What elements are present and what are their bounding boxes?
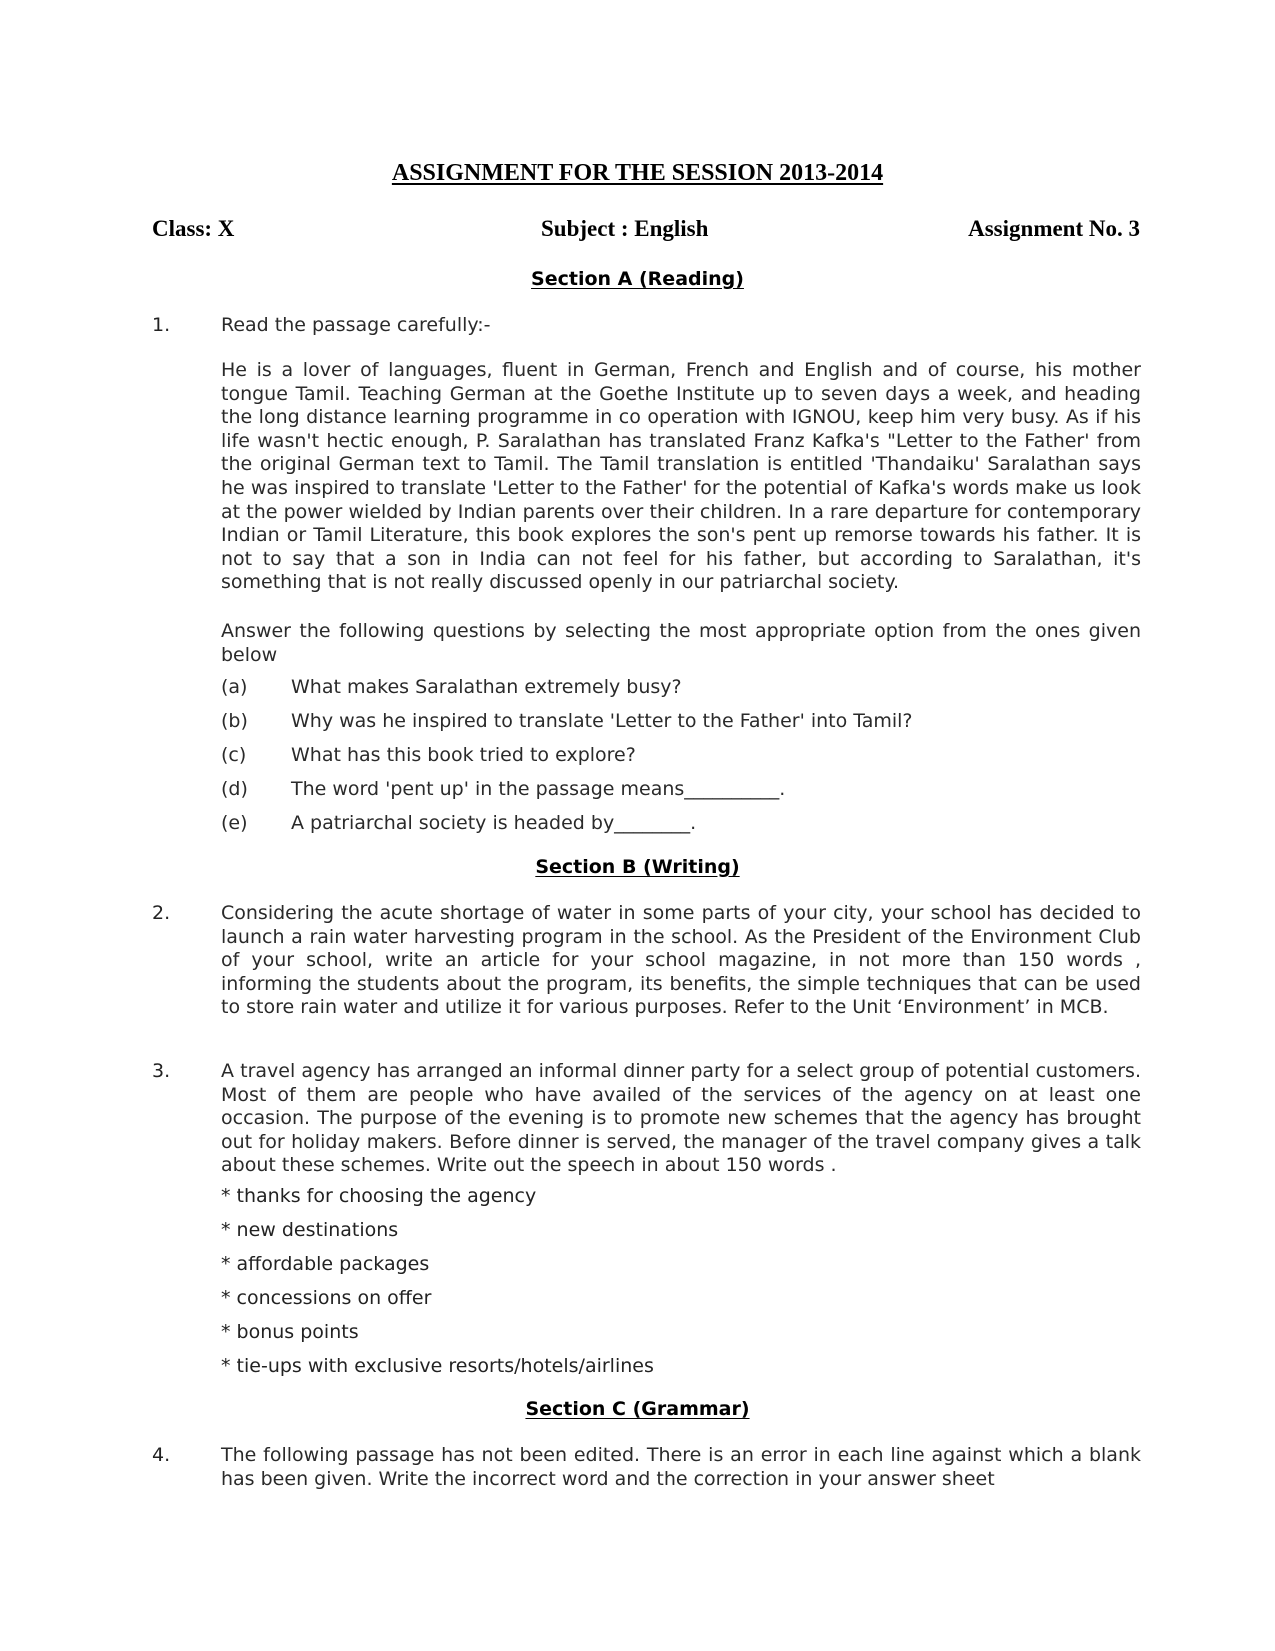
question-label: (d) bbox=[221, 778, 248, 800]
question-text: Why was he inspired to translate 'Letter to the Father' into Tamil? bbox=[291, 710, 913, 732]
question-label: (b) bbox=[221, 710, 248, 732]
subject-label: Subject : English bbox=[541, 216, 709, 241]
question-3-text: A travel agency has arranged an informal dinner party for a select group of potential customers. Most of them are people who have availed of the services of the agency on at least one occasion. The purpose of the evening is to promote new schemes that the agency has brought out for holiday makers. Before dinner is served, the manager of the travel company gives a talk about these schemes. Write out the speech in about 150 words . bbox=[221, 1060, 1141, 1177]
section-b-heading: Section B (Writing) bbox=[535, 856, 740, 878]
class-label: Class: X bbox=[152, 216, 235, 241]
question-text: What makes Saralathan extremely busy? bbox=[291, 676, 682, 698]
assignment-number: Assignment No. 3 bbox=[968, 216, 1140, 241]
question-4-text: The following passage has not been edited. There is an error in each line against which a blank has been given. Write the incorrect word and the correction in your answer sheet bbox=[221, 1444, 1141, 1490]
q3-point: * concessions on offer bbox=[221, 1287, 432, 1309]
question-label: (a) bbox=[221, 676, 248, 698]
question-2-text: Considering the acute shortage of water in some parts of your city, your school has decided to launch a rain water harvesting program in the school. As the President of the Environment Club of your school, write an article for your school magazine, in not more than 150 words , informing the students about the program, its benefits, the simple techniques that can be used to store rain water and utilize it for various purposes. Refer to the Unit ‘Environment’ in MCB. bbox=[221, 902, 1141, 1019]
question-text: A patriarchal society is headed by________. bbox=[291, 812, 697, 834]
question-2-number: 2. bbox=[152, 902, 171, 924]
answer-instruction: Answer the following questions by selecting the most appropriate option from the ones given below bbox=[221, 620, 1141, 666]
page-title: ASSIGNMENT FOR THE SESSION 2013-2014 bbox=[391, 160, 884, 186]
q3-point: * thanks for choosing the agency bbox=[221, 1185, 537, 1207]
q3-point: * affordable packages bbox=[221, 1253, 430, 1275]
question-text: What has this book tried to explore? bbox=[291, 744, 636, 766]
question-4-number: 4. bbox=[152, 1444, 171, 1466]
question-3-number: 3. bbox=[152, 1060, 171, 1082]
q3-point: * new destinations bbox=[221, 1219, 399, 1241]
reading-passage: He is a lover of languages, fluent in German, French and English and of course, his mother tongue Tamil. Teaching German at the Goethe Institute up to seven days a week, and heading the long distance learning programme in co operation with IGNOU, keep him very busy. As if his life wasn't hectic enough, P. Saralathan has translated Franz Kafka's "Letter to the Father' from the original German text to Tamil. The Tamil translation is entitled 'Thandaiku' Saralathan says he was inspired to translate 'Letter to the Father' for the potential of Kafka's words make us look at the power wielded by Indian parents over their children. In a rare departure for contemporary Indian or Tamil Literature, this book explores the son's pent up remorse towards his father. It is not to say that a son in India can not feel for his father, but according to Saralathan, it's something that is not really discussed openly in our patriarchal society. bbox=[221, 359, 1141, 594]
question-label: (e) bbox=[221, 812, 248, 834]
question-1-number: 1. bbox=[152, 314, 171, 336]
question-1-instruction: Read the passage carefully:- bbox=[221, 314, 491, 336]
q3-point: * bonus points bbox=[221, 1321, 359, 1343]
section-c-heading: Section C (Grammar) bbox=[525, 1398, 750, 1420]
question-text: The word 'pent up' in the passage means__________. bbox=[291, 778, 786, 800]
question-label: (c) bbox=[221, 744, 247, 766]
q3-point: * tie-ups with exclusive resorts/hotels/airlines bbox=[221, 1355, 654, 1377]
section-a-heading: Section A (Reading) bbox=[531, 268, 744, 290]
